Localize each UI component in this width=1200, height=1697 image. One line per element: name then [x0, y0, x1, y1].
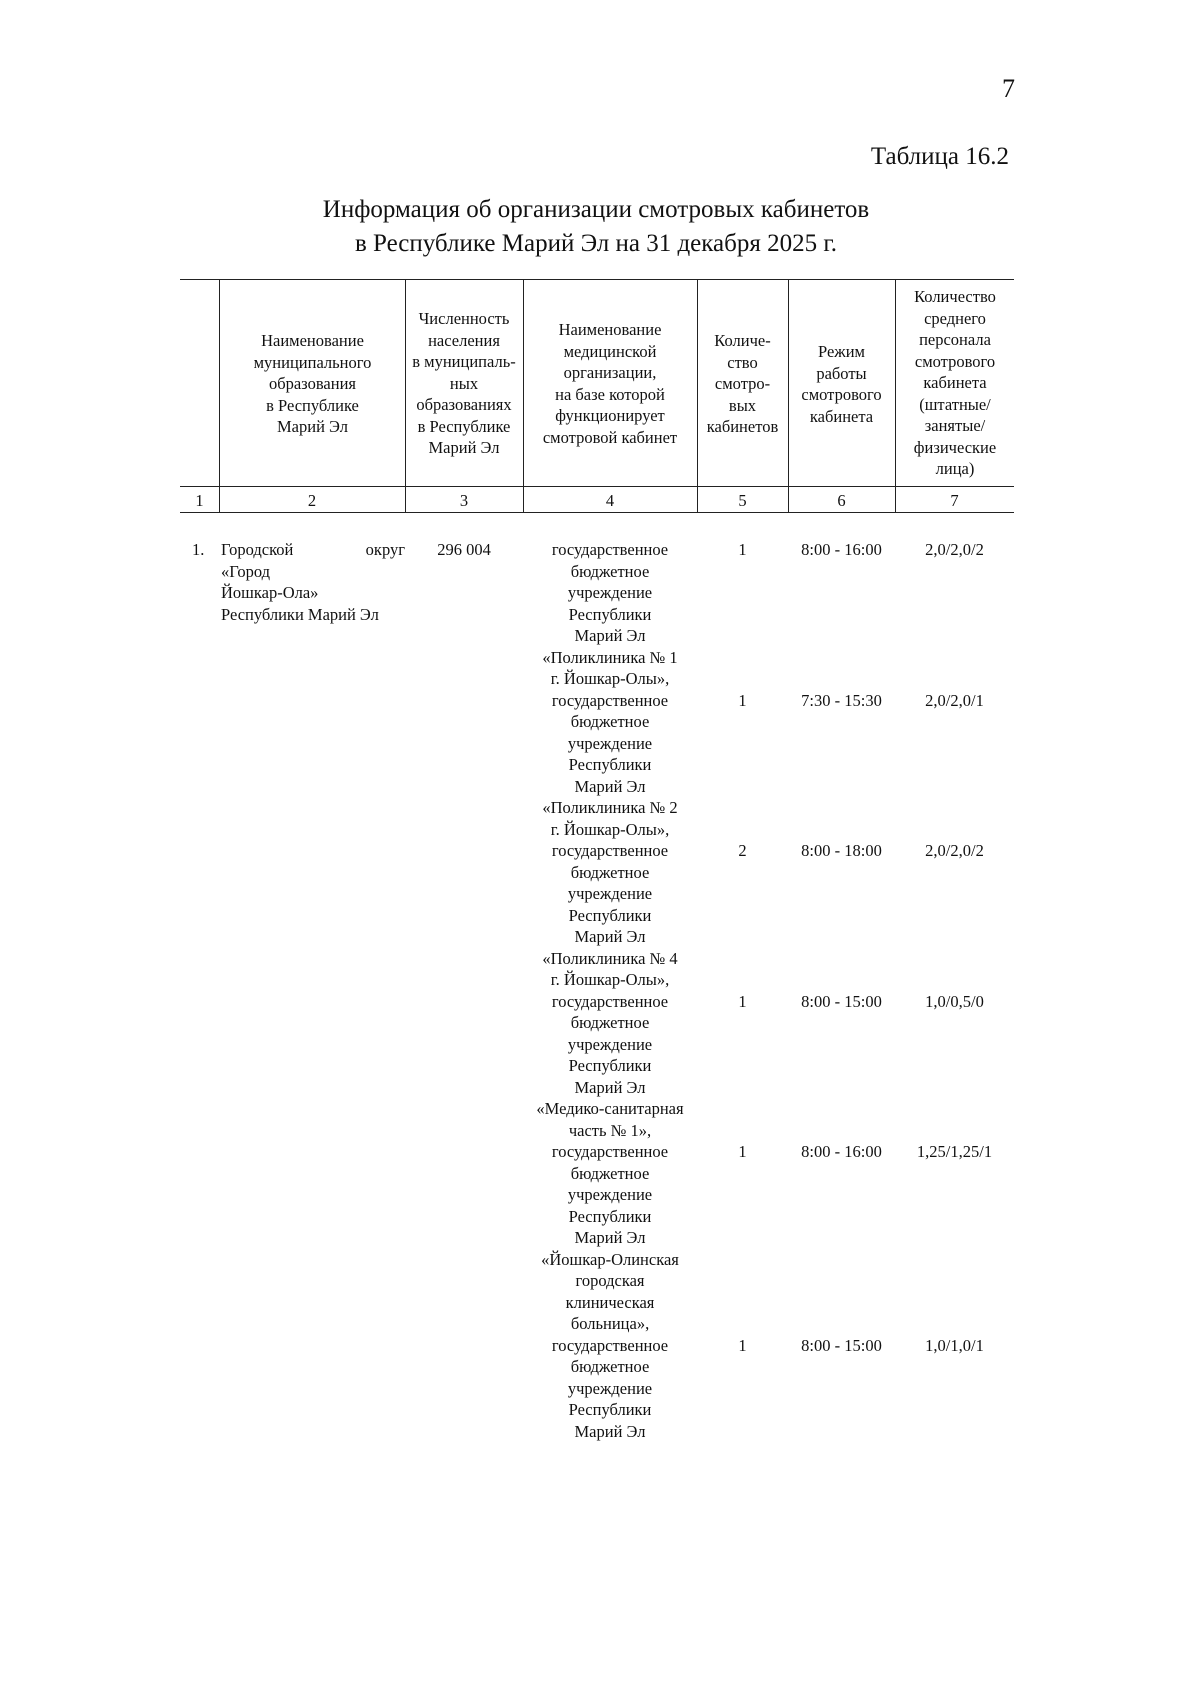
organization-line: г. Йошкар-Олы», — [550, 970, 670, 989]
organization-line: Марий Эл — [574, 1421, 646, 1441]
organization-line: бюджетное — [570, 1013, 650, 1032]
header-cabinet-count — [698, 330, 787, 438]
header-line: населения — [428, 330, 500, 350]
header-line: в Республике — [266, 395, 359, 415]
header-line: образованиях — [416, 395, 512, 414]
organization-line: городская — [575, 1271, 645, 1290]
organization-line: государственное — [551, 841, 669, 860]
header-line: в Республике — [417, 416, 511, 436]
organization-line: государственное — [551, 690, 669, 710]
organization-line: бюджетное — [570, 561, 650, 581]
document-title — [180, 193, 1012, 261]
header-line: на базе которой — [555, 384, 665, 404]
organization-line: Марий Эл — [574, 776, 646, 796]
population-cell: 296 004 — [437, 540, 491, 559]
header-line: ство — [727, 352, 758, 372]
header-line: Наименование — [558, 320, 662, 339]
organization-line: бюджетное — [570, 862, 650, 882]
organization-line: Республики — [568, 604, 652, 624]
header-line: медицинской — [563, 341, 657, 361]
header-population — [406, 308, 522, 459]
organization-line: учреждение — [567, 583, 653, 602]
organization-line: больница», — [570, 1314, 650, 1333]
organization-line: Марий Эл — [574, 1228, 646, 1247]
header-line: Марий Эл — [277, 417, 348, 436]
cabinet-count: 2 — [738, 841, 747, 860]
column-number: 3 — [459, 491, 469, 510]
organization-line: Республики — [568, 755, 652, 774]
column-divider — [219, 279, 220, 513]
organization-line: Республики — [568, 1400, 652, 1419]
organization-line: «Поликлиника № 4 — [542, 948, 678, 968]
number-row-bottom-rule — [180, 512, 1014, 513]
column-number: 4 — [605, 491, 615, 510]
organization-line: Марий Эл — [574, 626, 646, 645]
organization-line: учреждение — [567, 1034, 653, 1054]
header-line: лица) — [935, 459, 975, 478]
municipality-word: Городской — [221, 540, 294, 559]
organization-line: государственное — [551, 991, 669, 1011]
municipality-line: Йошкар-Ола» — [221, 583, 319, 602]
header-line: Количе- — [714, 331, 771, 350]
organization-line: Марий Эл — [574, 1077, 646, 1097]
header-organization — [524, 319, 696, 448]
page-number: 7 — [1002, 74, 1015, 103]
organization-line: г. Йошкар-Олы», — [550, 819, 670, 839]
organization-line: бюджетное — [570, 1357, 650, 1376]
header-line: Численность — [418, 309, 510, 328]
header-line: работы — [816, 363, 867, 383]
work-hours: 7:30 - 15:30 — [801, 690, 882, 710]
organization-line: Республики — [568, 905, 652, 925]
work-hours: 8:00 - 18:00 — [801, 841, 882, 860]
header-line: организации, — [563, 363, 657, 382]
header-line: физические — [913, 437, 997, 457]
organization-line: клиническая — [565, 1292, 655, 1312]
header-municipality — [221, 330, 404, 438]
organization-line: учреждение — [567, 1185, 653, 1204]
staff-count: 2,0/2,0/2 — [925, 540, 984, 559]
organization-line: Республики — [568, 1206, 652, 1226]
organization-line: «Медико-санитарная — [536, 1099, 684, 1118]
cabinet-count: 1 — [738, 1142, 747, 1161]
organization-line: бюджетное — [570, 1163, 650, 1183]
organization-line: «Йошкар-Олинская — [541, 1249, 679, 1269]
header-work-hours — [789, 341, 894, 427]
municipality-first-line — [221, 539, 405, 561]
organization-line: «Поликлиника № 2 — [542, 798, 678, 817]
cabinet-count: 1 — [738, 540, 747, 559]
organization-line: часть № 1», — [568, 1120, 652, 1140]
work-hours: 8:00 - 16:00 — [801, 1142, 882, 1161]
header-line: муниципального — [253, 352, 372, 372]
cabinet-count: 1 — [738, 991, 747, 1011]
work-hours: 8:00 - 16:00 — [801, 540, 882, 559]
work-hours: 8:00 - 15:00 — [801, 991, 882, 1011]
header-line: смотрового — [801, 385, 882, 404]
header-line: смотровой кабинет — [542, 427, 678, 447]
header-staff — [896, 286, 1014, 480]
column-number: 1 — [195, 491, 204, 510]
row-index: 1. — [192, 540, 205, 559]
staff-count: 1,0/1,0/1 — [925, 1335, 984, 1355]
header-line: (штатные/ — [919, 394, 991, 414]
header-line: ных — [449, 373, 479, 393]
header-line: смотрового — [914, 351, 996, 371]
table-top-rule — [180, 279, 1014, 280]
municipality-word: округ — [365, 540, 405, 559]
header-line: кабинета — [923, 373, 987, 392]
header-line: Количество — [914, 287, 996, 306]
staff-count: 1,25/1,25/1 — [916, 1142, 993, 1161]
staff-count: 2,0/2,0/1 — [925, 690, 984, 710]
organization-line: учреждение — [567, 1378, 653, 1398]
organization-line: бюджетное — [570, 712, 650, 731]
header-line: кабинета — [809, 406, 874, 426]
header-line: вых — [728, 395, 757, 415]
header-line: Наименование — [261, 331, 364, 350]
cabinet-count: 1 — [738, 1335, 747, 1355]
organization-line: государственное — [551, 540, 669, 559]
header-line: кабинетов — [706, 417, 779, 436]
header-line: среднего — [924, 308, 986, 328]
header-line: в муниципаль- — [412, 352, 516, 371]
organization-line: Республики — [568, 1056, 652, 1075]
column-number: 5 — [738, 491, 747, 510]
column-number: 6 — [837, 491, 846, 510]
header-line: Марий Эл — [428, 438, 500, 457]
staff-count: 1,0/0,5/0 — [925, 991, 984, 1011]
header-line: функционирует — [555, 406, 665, 425]
organization-cell — [524, 539, 696, 1442]
title-line-2: в Республике Марий Эл на 31 декабря 2025 г. — [354, 230, 838, 257]
organization-line: «Поликлиника № 1 — [542, 647, 678, 667]
organization-line: государственное — [551, 1335, 669, 1355]
header-line: персонала — [919, 330, 991, 349]
organization-line: государственное — [551, 1142, 669, 1161]
organization-line: учреждение — [567, 733, 653, 753]
municipality-line: Республики Марий Эл — [221, 604, 379, 624]
header-line: смотро- — [714, 374, 771, 393]
table-label: Таблица 16.2 — [870, 143, 1009, 170]
header-bottom-rule — [180, 486, 1014, 487]
organization-line: Марий Эл — [574, 927, 646, 946]
title-line-1: Информация об организации смотровых кабинетов — [322, 196, 870, 223]
column-number: 2 — [307, 491, 317, 510]
work-hours: 8:00 - 15:00 — [801, 1335, 882, 1355]
header-line: Режим — [818, 342, 865, 361]
organization-line: учреждение — [567, 884, 653, 903]
organization-line: г. Йошкар-Олы», — [550, 669, 670, 688]
cabinet-count: 1 — [738, 690, 747, 710]
staff-count: 2,0/2,0/2 — [925, 841, 984, 860]
header-line: занятые/ — [924, 416, 986, 435]
header-line: образования — [268, 374, 357, 393]
municipality-line: «Город — [221, 561, 271, 581]
column-number: 7 — [950, 491, 959, 510]
municipality-cell — [221, 539, 405, 625]
